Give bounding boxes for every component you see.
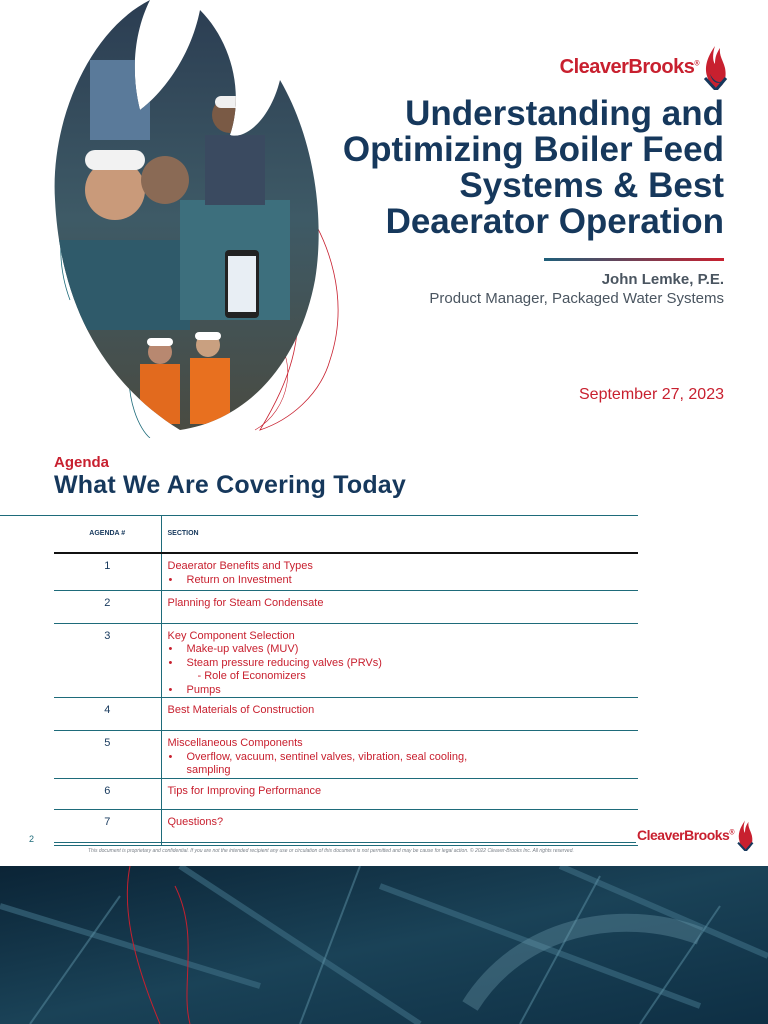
agenda-number-cell: 4 <box>54 698 161 731</box>
agenda-heading: What We Are Covering Today <box>54 471 407 499</box>
section-subitems <box>168 751 639 778</box>
flame-logo-icon <box>736 819 754 851</box>
section-subitem: • Pumps <box>168 684 639 698</box>
section-title: Miscellaneous Components <box>167 737 303 749</box>
table-row <box>54 809 638 845</box>
presenter-name: John Lemke, P.E. <box>601 271 724 288</box>
next-slide-background <box>0 866 768 1024</box>
registered-mark: ® <box>694 59 699 67</box>
agenda-section-cell <box>161 698 638 731</box>
table-row <box>54 698 638 731</box>
brand-name-part2: Brooks <box>628 55 695 78</box>
agenda-number-cell: 3 <box>54 623 161 698</box>
brand-name-part1: Cleaver <box>637 827 685 843</box>
agenda-number-cell: 6 <box>54 778 161 809</box>
page-number: 2 <box>29 834 35 844</box>
agenda-table <box>54 515 638 846</box>
cleaver-brooks-logo-footer <box>637 818 754 852</box>
presentation-title: Understanding and Optimizing Boiler Feed Systems & Best Deaerator Operation <box>342 94 724 241</box>
cleaver-brooks-logo <box>560 42 728 92</box>
title-slide <box>0 0 768 438</box>
agenda-section-cell <box>161 623 638 698</box>
agenda-section-cell <box>161 731 638 779</box>
brand-name-part2: Brooks <box>684 827 730 843</box>
agenda-section-cell <box>161 778 638 809</box>
section-title: Best Materials of Construction <box>167 704 315 716</box>
agenda-section-cell <box>161 553 638 590</box>
brand-name-part1: Cleaver <box>559 55 629 78</box>
section-title: Key Component Selection <box>167 629 295 642</box>
table-row <box>54 731 638 779</box>
section-subitem: • Steam pressure reducing valves (PRVs) <box>168 657 639 671</box>
agenda-section-cell <box>161 590 638 623</box>
table-header-row <box>54 515 638 553</box>
section-subitem: • Return on Investment <box>168 574 639 588</box>
header-section: SECTION <box>167 530 199 537</box>
agenda-number-cell: 2 <box>54 590 161 623</box>
section-subitem: • Make-up valves (MUV) <box>168 643 639 657</box>
section-subitems <box>168 643 639 697</box>
section-title: Planning for Steam Condensate <box>167 596 324 609</box>
bottom-rule <box>54 842 636 843</box>
section-subitems <box>168 574 639 588</box>
section-title: Questions? <box>167 815 224 828</box>
agenda-slide <box>0 438 768 866</box>
agenda-section-cell <box>161 809 638 845</box>
agenda-table-body <box>54 553 638 845</box>
industrial-background-image <box>0 866 768 1024</box>
confidentiality-note: This document is proprietary and confidential. If you are not the intended recipient any use or circulation of this document is not permitted and may be cause for legal action. © 2022 Cleaver-Brooks Inc. All rights reserved. <box>88 848 574 854</box>
section-title: Deaerator Benefits and Types <box>167 560 313 572</box>
agenda-number-cell: 5 <box>54 731 161 779</box>
section-subitem: - Role of Economizers <box>197 670 306 682</box>
presenter-role: Product Manager, Packaged Water Systems <box>429 290 724 307</box>
table-row <box>54 778 638 809</box>
flame-logo-icon <box>702 44 728 90</box>
presentation-date: September 27, 2023 <box>579 386 724 403</box>
table-row <box>54 623 638 698</box>
agenda-kicker: Agenda <box>54 454 110 471</box>
registered-mark: ® <box>729 829 734 837</box>
section-subitem: • Overflow, vacuum, sentinel valves, vibration, seal cooling, sampling <box>168 751 488 778</box>
header-agenda-number: AGENDA # <box>54 515 161 553</box>
table-row <box>54 553 638 590</box>
table-row <box>54 590 638 623</box>
section-title: Tips for Improving Performance <box>167 784 322 797</box>
agenda-number-cell: 1 <box>54 553 161 590</box>
agenda-number-cell: 7 <box>54 809 161 845</box>
title-divider <box>544 258 724 261</box>
